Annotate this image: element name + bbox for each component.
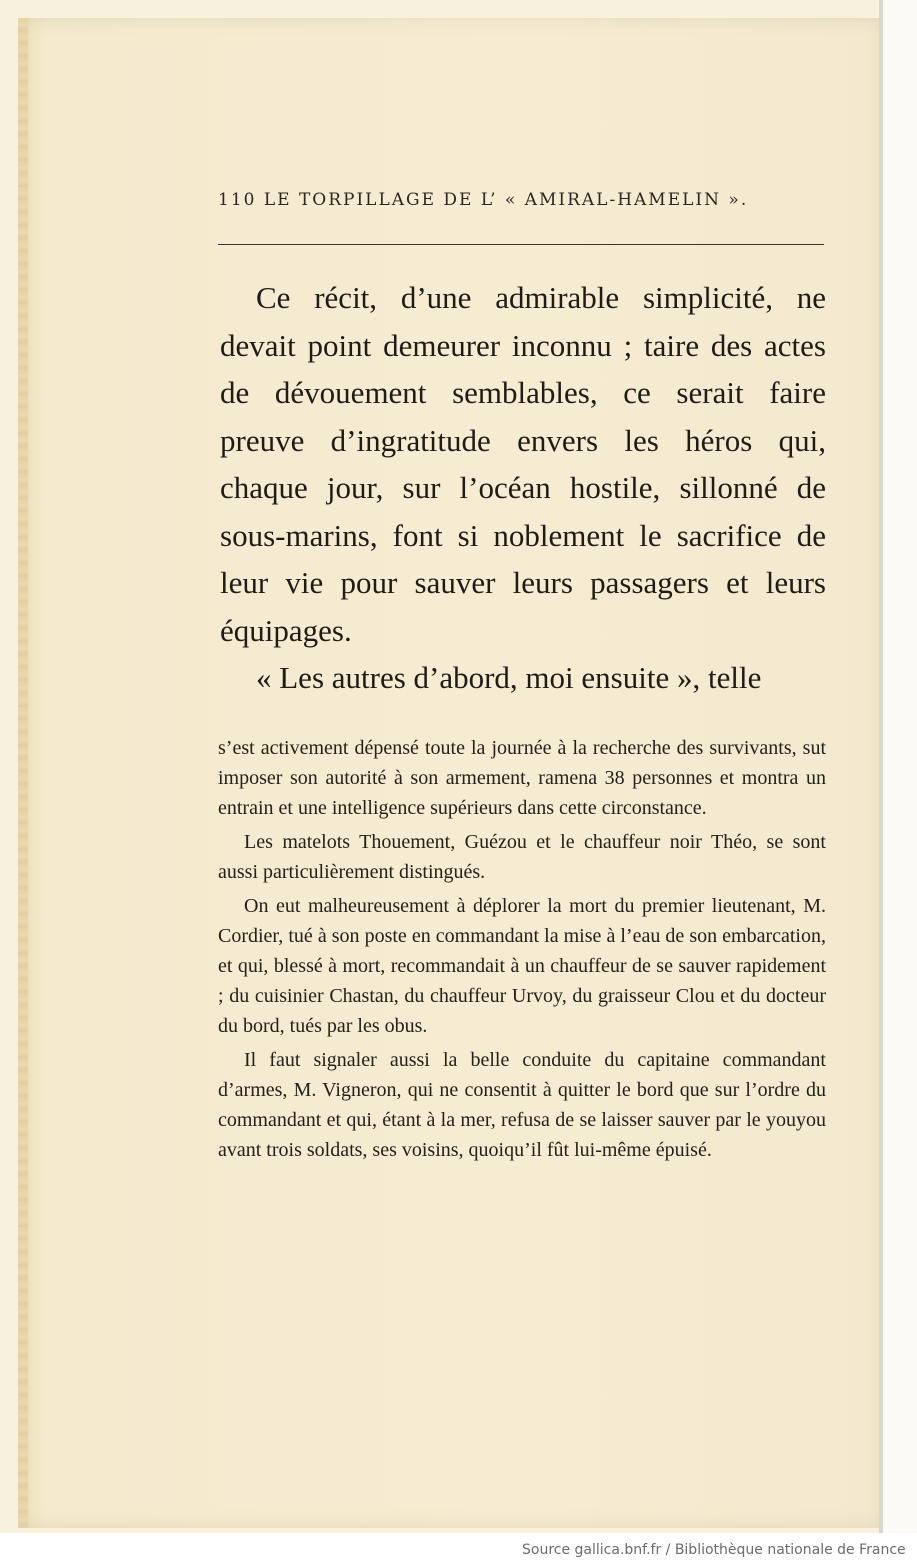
scan-border	[883, 0, 917, 1533]
source-attribution: Source gallica.bnf.fr / Bibliothèque nationale de France	[522, 1542, 906, 1558]
header-rule	[218, 244, 824, 245]
note-paragraph-2: Les matelots Thouement, Guézou et le chauffeur noir Théo, se sont aussi particulièrement distingués.	[218, 831, 826, 883]
note-paragraph-1: s’est activement dépensé toute la journée à la recherche des survivants, sut imposer son autorité à son armement, ramena 38 personnes et montra un entrain et une intelligence supérieurs dans cette circonstance.	[218, 737, 826, 819]
note-paragraph-3: On eut malheureusement à déplorer la mort du premier lieutenant, M. Cordier, tué à son poste en commandant la mise à l’eau de son embarcation, et qui, blessé à mort, recommandait à un chauffeur de se sauver rapidement ; du cuisinier Chastan, du chauffeur Urvoy, du graisseur Clou et du docteur du bord, tués par les obus.	[218, 895, 826, 1037]
quote-line: « Les autres d’abord, moi ensuite », telle	[256, 660, 762, 695]
running-head: 110 LE TORPILLAGE DE L’ « AMIRAL-HAMELIN ».	[218, 190, 749, 210]
page-edge	[18, 18, 28, 1528]
main-paragraph: Ce récit, d’une admirable simplicité, ne devait point demeurer inconnu ; taire des actes de dévouement semblables, ce serait faire preuve d’ingratitude envers les héros qui, chaque jour, sur l’océan hostile, sillonné de sous-marins, font si noblement le sacrifice de leur vie pour sauver leurs passagers et leurs équipages.	[220, 280, 826, 648]
note-text	[218, 733, 826, 1169]
note-paragraph-4: Il faut signaler aussi la belle conduite du capitaine commandant d’armes, M. Vigneron, qui ne consentit à quitter le bord que sur l’ordre du commandant et qui, étant à la mer, refusa de se laisser sauver par le youyou avant trois soldats, ses voisins, quoiqu’il fût lui-même épuisé.	[218, 1049, 826, 1161]
main-text	[220, 274, 826, 654]
